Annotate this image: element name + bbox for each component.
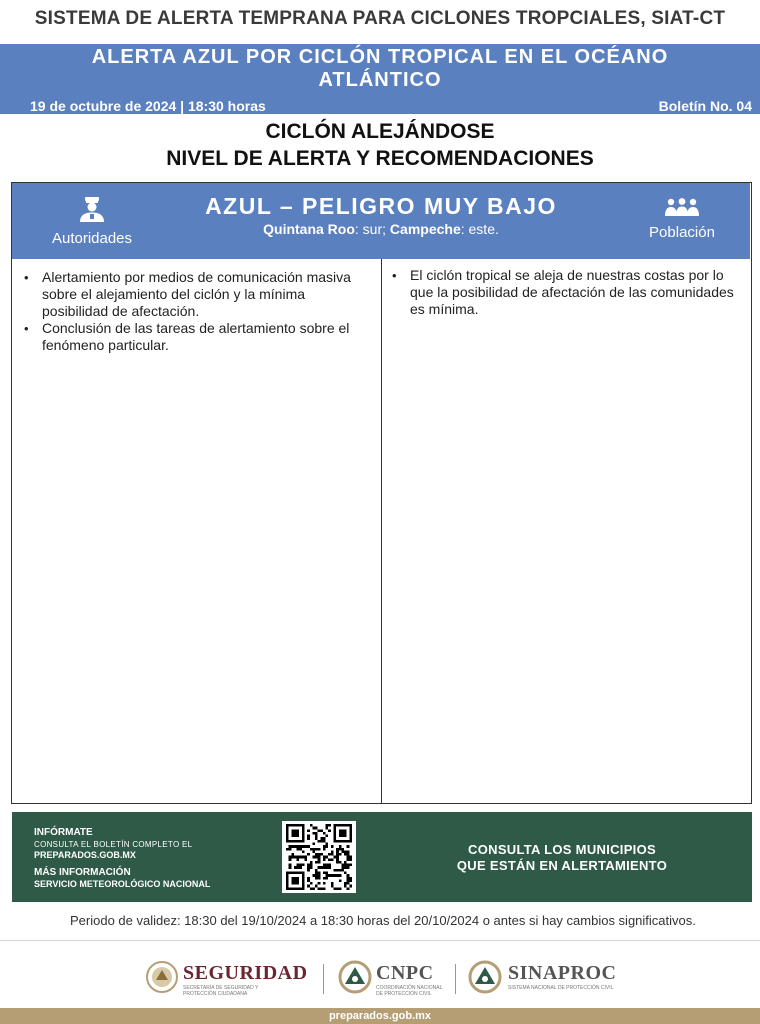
seguridad-emblem-icon	[145, 960, 179, 994]
page-subtitle	[0, 118, 760, 172]
cnpc-subtitle: COORDINACIÓN NACIONAL DE PROTECCIÓN CIVIL	[376, 985, 443, 997]
recommendations-table	[11, 182, 752, 804]
information-band	[12, 812, 752, 902]
cnpc-title: CNPC	[376, 962, 434, 984]
population-label: Población	[649, 224, 715, 241]
inform-link[interactable]: PREPARADOS.GOB.MX	[34, 850, 136, 860]
logo-divider	[455, 964, 456, 994]
state-campeche: Campeche	[389, 221, 461, 237]
divider	[0, 940, 760, 941]
state-quintana-roo: Quintana Roo	[263, 221, 355, 237]
validity-period: Periodo de validez: 18:30 del 19/10/2024 a 18:30 horas del 20/10/2024 o antes si hay cambios significativos.	[70, 913, 696, 928]
more-info-title: MÁS INFORMACIÓN	[34, 867, 131, 878]
qr-code[interactable]	[282, 821, 356, 893]
list-item: • Alertamiento por medios de comunicación masiva sobre el alejamiento del ciclón y la mínima posibilidad de afectación.	[24, 269, 371, 320]
sinaproc-emblem-icon	[468, 960, 502, 994]
footer-url[interactable]: preparados.gob.mx	[0, 1008, 760, 1024]
population-list	[382, 259, 750, 318]
alert-headline-line2: ATLÁNTICO	[318, 69, 442, 91]
seguridad-subtitle: SECRETARÍA DE SEGURIDAD Y PROTECCIÓN CIUDADANA	[183, 985, 259, 997]
alert-headline-line1: ALERTA AZUL POR CICLÓN TROPICAL EN EL OCÉANO	[91, 46, 669, 68]
bulletin-number: Boletín No. 04	[658, 98, 752, 114]
logo-divider	[323, 964, 324, 994]
sinaproc-subtitle: SISTEMA NACIONAL DE PROTECCIÓN CIVIL	[508, 985, 614, 991]
cta-line2: QUE ESTÁN EN ALERTAMIENTO	[456, 858, 668, 873]
cnpc-emblem-icon	[338, 960, 372, 994]
alert-level-title: AZUL – PELIGRO MUY BAJO	[205, 193, 557, 219]
authorities-column	[12, 259, 382, 803]
cnpc-logo	[338, 958, 448, 998]
sinaproc-logo	[468, 958, 628, 998]
alert-band	[0, 44, 760, 114]
municipalities-cta[interactable]	[412, 842, 712, 874]
list-item: • El ciclón tropical se aleja de nuestras costas por lo que la posibilidad de afectación de las comunidades es mínima.	[392, 267, 740, 318]
qr-code-icon	[285, 824, 353, 890]
bulletin-date: 19 de octubre de 2024 | 18:30 horas	[30, 98, 266, 114]
list-item: • Conclusión de las tareas de alertamiento sobre el fenómeno particular.	[24, 320, 371, 354]
more-info-source: SERVICIO METEOROLÓGICO NACIONAL	[34, 879, 211, 889]
table-header	[12, 183, 750, 259]
population-column	[382, 259, 750, 803]
system-title: SISTEMA DE ALERTA TEMPRANA PARA CICLONES TROPCIALES, SIAT-CT	[34, 8, 726, 29]
seguridad-title: SEGURIDAD	[183, 962, 308, 984]
authorities-label: Autoridades	[51, 230, 133, 247]
sinaproc-title: SINAPROC	[508, 962, 617, 984]
alert-headline	[0, 46, 760, 92]
state-quintana-roo-area: : sur;	[354, 221, 390, 237]
information-text	[34, 827, 210, 890]
population-group-icon	[664, 197, 700, 217]
state-campeche-area: : este.	[460, 221, 499, 237]
subtitle-line1: CICLÓN ALEJÁNDOSE	[265, 120, 495, 143]
authorities-list	[12, 259, 381, 354]
logos-bar	[0, 950, 760, 1006]
inform-title: INFÓRMATE	[34, 827, 93, 838]
subtitle-line2: NIVEL DE ALERTA Y RECOMENDACIONES	[166, 147, 594, 170]
seguridad-logo	[145, 958, 315, 998]
population-column-header	[632, 197, 732, 241]
inform-text: CONSULTA EL BOLETÍN COMPLETO EL	[34, 840, 193, 849]
cta-line1: CONSULTA LOS MUNICIPIOS	[468, 842, 656, 857]
